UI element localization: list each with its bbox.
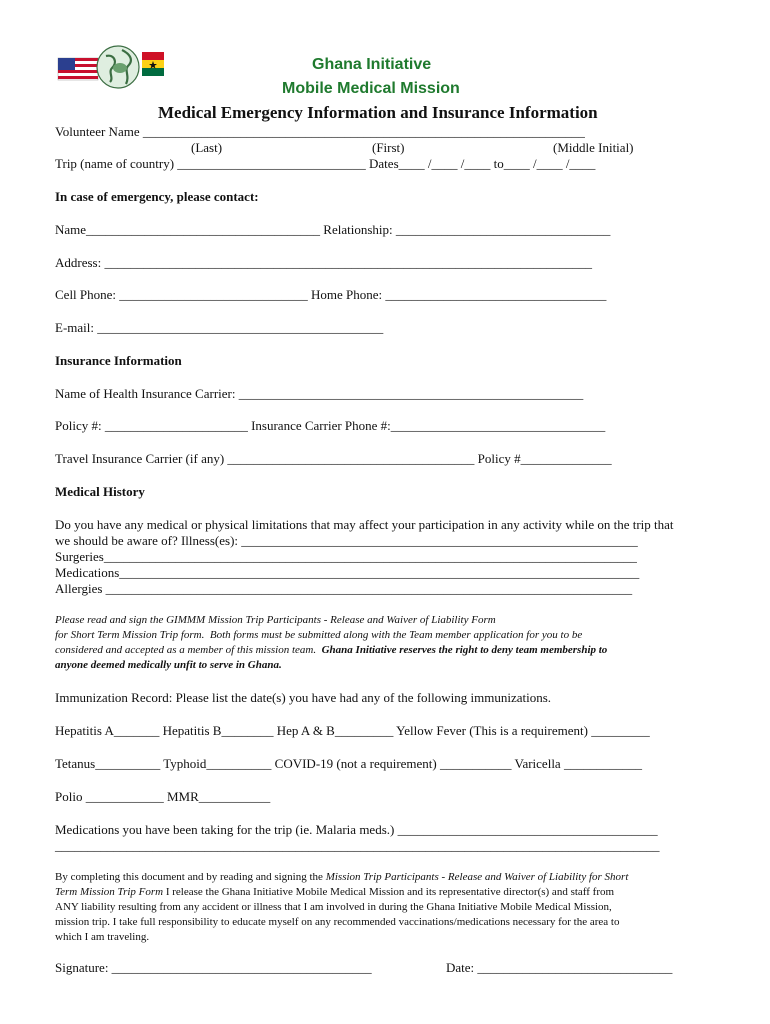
volunteer-name-field[interactable]: Volunteer Name ____________________________________________________________________ bbox=[55, 124, 585, 139]
trip-dates-field[interactable]: Trip (name of country) _____________________________ Dates____ /____ /____ to____ /____ /____ bbox=[55, 156, 596, 171]
release-line5: which I am traveling. bbox=[55, 931, 150, 943]
org-name-line2: Mobile Medical Mission bbox=[282, 80, 460, 97]
notice-line3-text: considered and accepted as a member of this mission team. bbox=[55, 644, 322, 656]
notice-line2: for Short Term Mission Trip form. Both forms must be submitted along with the Team member application for you to be bbox=[55, 629, 583, 641]
ghana-flag-icon bbox=[142, 52, 164, 76]
date-field[interactable]: Date: ______________________________ bbox=[446, 960, 673, 975]
release-line1-italic: Mission Trip Participants - Release and Waiver of Liability for Short bbox=[325, 871, 629, 883]
surgeries-field[interactable]: Surgeries__________________________________________________________________________________ bbox=[55, 549, 637, 564]
org-name-line1: Ghana Initiative bbox=[312, 56, 432, 73]
insurance-heading: Insurance Information bbox=[55, 353, 182, 368]
immunization-row1[interactable]: Hepatitis A_______ Hepatitis B________ Hep A & B_________ Yellow Fever (This is a requirement) _________ bbox=[55, 723, 650, 738]
emergency-name-field[interactable]: Name____________________________________ Relationship: _________________________________ bbox=[55, 222, 611, 237]
release-line3: ANY liability resulting from any accident or illness that I am involved in during the Ghana Initiative Mobile Medical Mission, bbox=[55, 901, 612, 913]
trip-medications-field-cont[interactable]: _____________________________________________________________________________________________ bbox=[55, 838, 660, 853]
label-last: (Last) bbox=[191, 140, 223, 155]
medical-history-heading: Medical History bbox=[55, 484, 145, 499]
release-line1 bbox=[55, 870, 628, 885]
release-line2-text: I release the Ghana Initiative Mobile Medical Mission and its representative director(s) and staff from bbox=[163, 886, 615, 898]
emergency-heading: In case of emergency, please contact: bbox=[55, 189, 259, 204]
release-line4: mission trip. I take full responsibility to educate myself on any recommended vaccinations/medications necessary for the area to bbox=[55, 916, 620, 928]
trip-medications-field[interactable]: Medications you have been taking for the trip (ie. Malaria meds.) ________________________________________ bbox=[55, 822, 658, 837]
signature-field[interactable]: Signature: ________________________________________ bbox=[55, 960, 372, 975]
medical-question-line1: Do you have any medical or physical limitations that may affect your participation in any activity while on the trip that bbox=[55, 517, 674, 532]
notice-line3 bbox=[55, 643, 607, 658]
notice-line4: anyone deemed medically unfit to serve in Ghana. bbox=[55, 659, 282, 671]
allergies-field[interactable]: Allergies _________________________________________________________________________________ bbox=[55, 581, 633, 596]
release-line1-text: By completing this document and by reading and signing the bbox=[55, 871, 326, 883]
insurance-carrier-field[interactable]: Name of Health Insurance Carrier: _____________________________________________________ bbox=[55, 386, 584, 401]
release-line2-italic: Term Mission Trip Form bbox=[55, 886, 164, 898]
medications-field[interactable]: Medications________________________________________________________________________________ bbox=[55, 565, 640, 580]
usa-flag-icon bbox=[58, 58, 98, 80]
email-field[interactable]: E-mail: ____________________________________________ bbox=[55, 320, 384, 335]
form-title: Medical Emergency Information and Insurance Information bbox=[158, 103, 598, 122]
label-middle-initial: (Middle Initial) bbox=[553, 140, 634, 155]
policy-field[interactable]: Policy #: ______________________ Insurance Carrier Phone #:_________________________________ bbox=[55, 418, 606, 433]
immunization-row2[interactable]: Tetanus__________ Typhoid__________ COVID-19 (not a requirement) ___________ Varicella ____________ bbox=[55, 756, 642, 771]
address-field[interactable]: Address: ___________________________________________________________________________ bbox=[55, 255, 592, 270]
phone-field[interactable]: Cell Phone: _____________________________ Home Phone: __________________________________ bbox=[55, 287, 607, 302]
ghana-usa-globe-logo-icon bbox=[56, 44, 166, 90]
notice-line3-bold: Ghana Initiative reserves the right to deny team membership to bbox=[321, 644, 608, 656]
immunization-row3[interactable]: Polio ____________ MMR___________ bbox=[55, 789, 271, 804]
travel-insurance-field[interactable]: Travel Insurance Carrier (if any) ______________________________________ Policy #______________ bbox=[55, 451, 612, 466]
label-first: (First) bbox=[372, 140, 405, 155]
notice-line1: Please read and sign the GIMMM Mission Trip Participants - Release and Waiver of Liability Form bbox=[55, 614, 496, 626]
release-line2 bbox=[55, 885, 614, 900]
immunization-intro: Immunization Record: Please list the date(s) you have had any of the following immunizations. bbox=[55, 690, 552, 705]
illness-field[interactable]: we should be aware of? Illness(es): _____________________________________________________________ bbox=[55, 533, 638, 548]
globe-icon bbox=[97, 46, 139, 88]
